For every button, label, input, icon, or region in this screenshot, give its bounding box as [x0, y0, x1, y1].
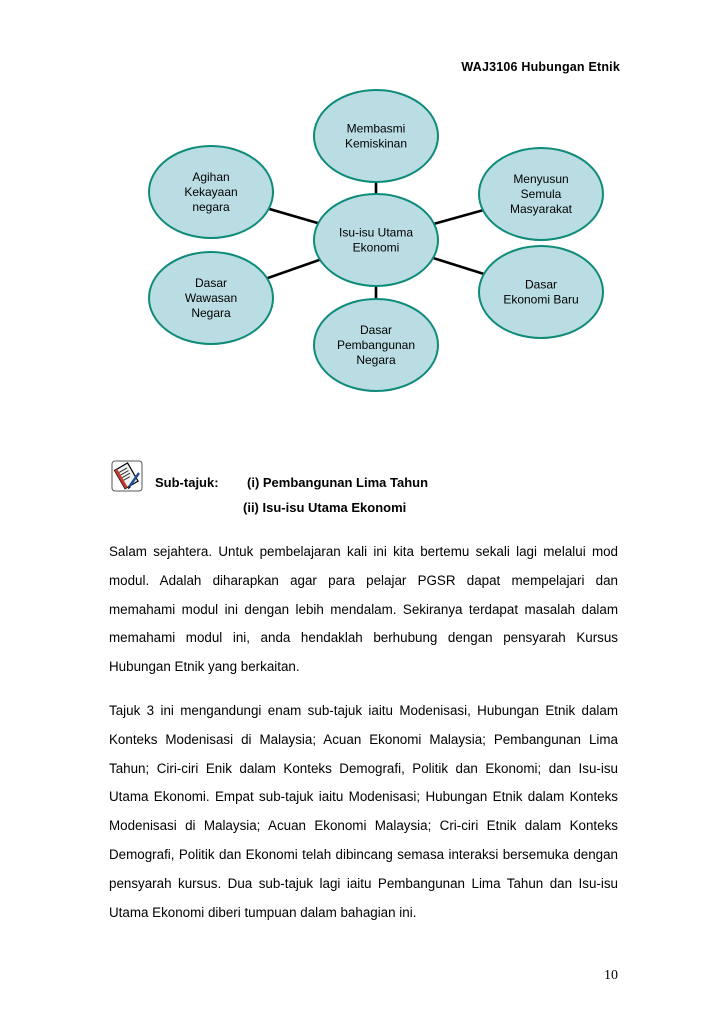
node-dasar-ekonomi-baru-label: Ekonomi Baru: [503, 292, 579, 307]
module-notebook-icon: [111, 460, 143, 492]
node-agihan-kekayaan-negara-label: negara: [192, 200, 230, 214]
node-dasar-wawasan-negara-label: Dasar: [194, 276, 228, 290]
page-number: 10: [604, 968, 618, 983]
node-dasar-pembangunan-negara-label: Negara: [356, 353, 396, 367]
diagram-nodes: [149, 90, 603, 391]
node-menyusun-semula-masyarakat: [479, 148, 603, 240]
node-dasar-wawasan-negara-label: Wawasan: [184, 291, 238, 305]
node-dasar-pembangunan-negara: [314, 299, 438, 391]
intro-paragraph: Salam sejahtera. Untuk pembelajaran kali ini kita bertemu sekali lagi melalui mod modul. Adalah diharapkan agar para pelajar PGSR dapat mempelajari dan memahami modul ini dengan lebih mendalam. Sekiranya terdapat masalah dalam memahami modul ini, anda hendaklah berhubung dengan pensyarah Kursus Hubungan Etnik yang berkaitan.: [109, 544, 618, 675]
node-center-label: Isu-isu Utama: [338, 225, 414, 240]
node-dasar-ekonomi-baru: [479, 246, 603, 338]
node-dasar-wawasan-negara: [149, 252, 273, 344]
node-agihan-kekayaan-negara: [149, 146, 273, 238]
node-dasar-pembangunan-negara-label: Pembangunan: [336, 338, 416, 352]
subtopic-item-2: (ii) Isu-isu Utama Ekonomi: [243, 500, 407, 515]
node-dasar-wawasan-negara-label: Negara: [191, 306, 231, 320]
node-agihan-kekayaan-negara-label: Kekayaan: [184, 185, 238, 199]
node-membasmi-kemiskinan-label: Kemiskinan: [344, 136, 408, 151]
node-center: [314, 194, 438, 286]
page-header: WAJ3106 Hubungan Etnik: [461, 60, 620, 74]
node-menyusun-semula-masyarakat-label: Semula: [520, 187, 562, 201]
subtopic-label: Sub-tajuk:: [155, 475, 219, 490]
subtopic-item-1: (i) Pembangunan Lima Tahun: [247, 475, 429, 490]
node-menyusun-semula-masyarakat-label: Masyarakat: [509, 202, 573, 216]
topic-paragraph: Tajuk 3 ini mengandungi enam sub-tajuk iaitu Modenisasi, Hubungan Etnik dalam Konteks Modenisasi di Malaysia; Acuan Ekonomi Malaysia; Pembangunan Lima Tahun; Ciri-ciri Enik dalam Konteks Demografi, Politik dan Ekonomi; dan Isu-isu Utama Ekonomi. Empat sub-tajuk iaitu Modenisasi; Hubungan Etnik dalam Konteks Modenisasi di Malaysia; Acuan Ekonomi Malaysia; Cri-ciri Etnik dalam Konteks Demografi, Politik dan Ekonomi telah dibincang semasa interaksi bersemuka dengan pensyarah kursus. Dua sub-tajuk lagi iaitu Pembangunan Lima Tahun dan Isu-isu Utama Ekonomi diberi tumpuan dalam bahagian ini.: [109, 703, 618, 920]
node-dasar-pembangunan-negara-label: Dasar: [359, 323, 393, 337]
node-center-label: Ekonomi: [352, 240, 400, 255]
node-membasmi-kemiskinan-label: Membasmi: [346, 121, 406, 136]
node-membasmi-kemiskinan: [314, 90, 438, 182]
node-dasar-ekonomi-baru-label: Dasar: [524, 277, 558, 292]
node-menyusun-semula-masyarakat-label: Menyusun: [513, 172, 569, 186]
concept-diagram: [0, 0, 728, 420]
node-agihan-kekayaan-negara-label: Agihan: [192, 170, 230, 184]
